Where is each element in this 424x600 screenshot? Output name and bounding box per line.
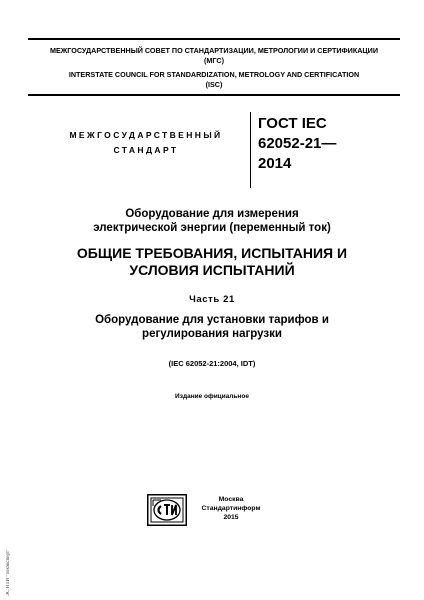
council-abbr-ru: (МГС) — [204, 55, 224, 65]
designation-line3: 2014 — [258, 155, 292, 172]
part-number: Часть 21 — [189, 294, 235, 305]
publisher-name: Стандартинформ — [201, 505, 261, 512]
standard-type-line1: МЕЖГОСУДАРСТВЕННЫЙ — [69, 130, 223, 140]
iec-reference: (IEC 62052-21:2004, IDT) — [168, 359, 256, 368]
title-intro — [40, 207, 384, 235]
edition-note: Издание официальное — [175, 393, 249, 400]
publisher-info — [196, 495, 266, 522]
part-title — [40, 313, 384, 341]
designation-line2: 62052-21— — [258, 135, 337, 152]
council-header — [28, 38, 400, 96]
council-abbr-en: (ISC) — [205, 79, 223, 89]
publisher-logo-icon — [147, 494, 187, 526]
main-title — [40, 245, 384, 279]
publisher-year: 2015 — [223, 514, 239, 521]
title-line2: электрической энергии (переменный ток) — [93, 222, 331, 234]
main-title-line1: ОБЩИЕ ТРЕБОВАНИЯ, ИСПЫТАНИЯ И — [76, 245, 348, 261]
designation-line1: ГОСТ IEC — [258, 115, 327, 132]
standard-type — [56, 128, 236, 158]
council-name-en: INTERSTATE COUNCIL FOR STANDARDIZATION, METROLOGY AND CERTIFICATION — [68, 70, 360, 79]
title-line1: Оборудование для измерения — [125, 208, 299, 220]
standard-designation — [258, 114, 388, 174]
main-title-line2: УСЛОВИЯ ИСПЫТАНИЙ — [129, 262, 295, 278]
side-watermark-text: ЭС НТИ "Техэксперт" — [6, 548, 11, 596]
part-title-line1: Оборудование для установки тарифов и — [95, 314, 329, 326]
council-name-ru: МЕЖГОСУДАРСТВЕННЫЙ СОВЕТ ПО СТАНДАРТИЗАЦИИ, МЕТРОЛОГИИ И СЕРТИФИКАЦИИ — [49, 46, 379, 55]
publisher-city: Москва — [218, 496, 244, 503]
part-title-line2: регулирования нагрузки — [142, 328, 282, 340]
side-watermark — [6, 500, 16, 600]
standard-type-line2: СТАНДАРТ — [113, 145, 179, 155]
vertical-divider — [250, 112, 251, 188]
